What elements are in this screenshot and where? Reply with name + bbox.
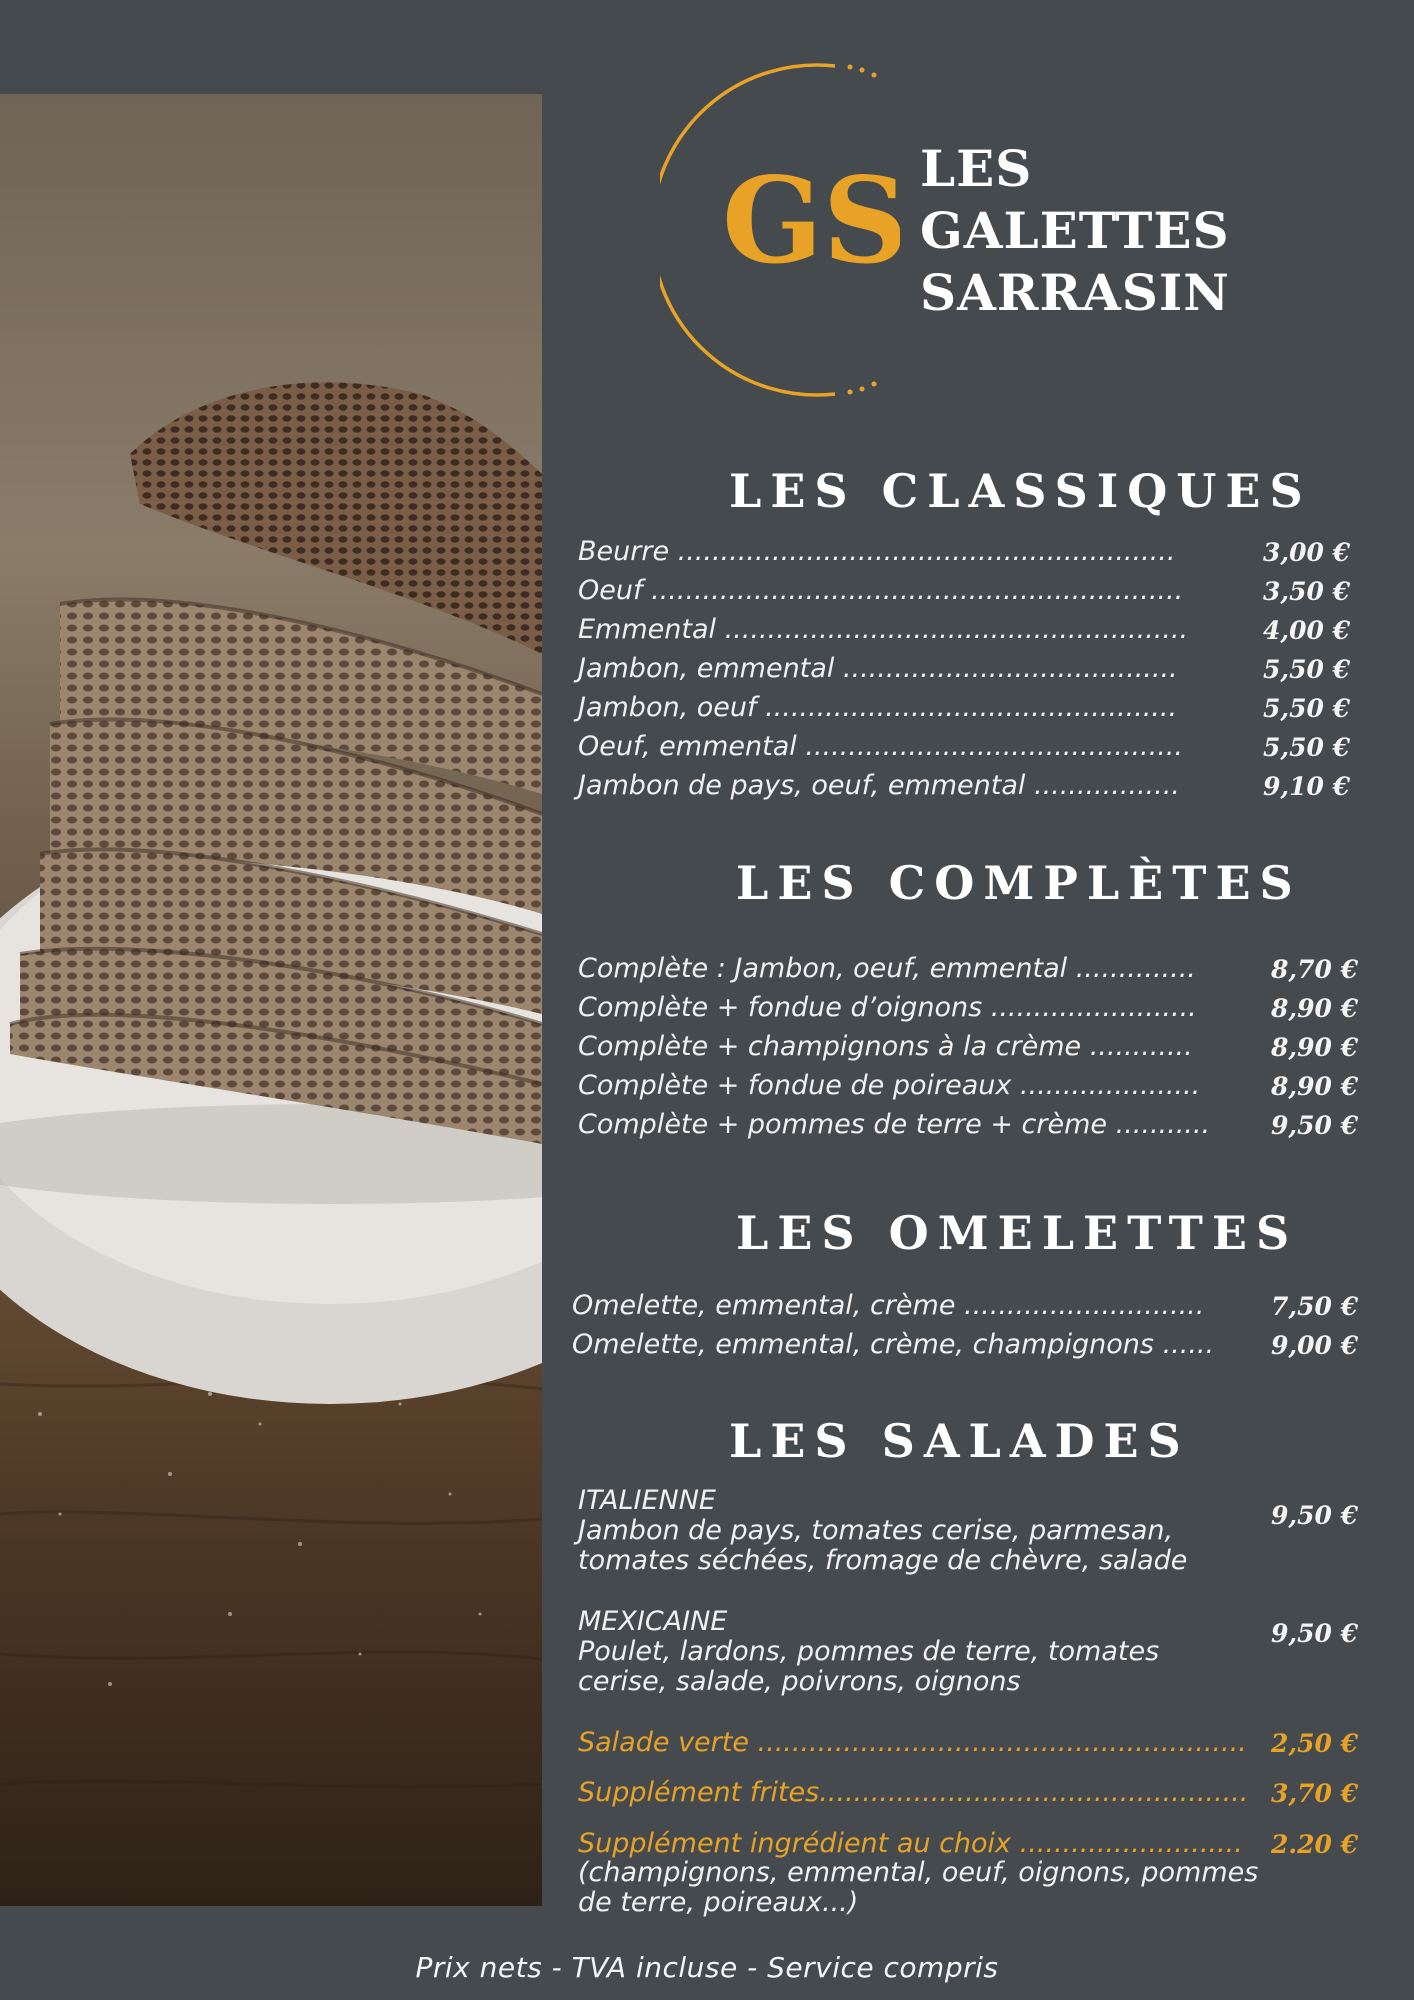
svg-text:GS: GS: [722, 151, 900, 290]
menu-item-price: 9,10 €: [1263, 772, 1350, 801]
menu-item-price: 3,50 €: [1263, 577, 1350, 606]
menu-item-label: Oeuf, emmental ............................................: [578, 731, 1183, 762]
menu-item-label: Oeuf ..............................................................: [578, 575, 1184, 606]
menu-item-price: 9,00 €: [1271, 1331, 1358, 1360]
menu-item-price: 4,00 €: [1263, 616, 1350, 645]
salad-description: tomates séchées, fromage de chèvre, salade: [578, 1545, 1188, 1576]
brand-title-line-2: GALETTES: [920, 201, 1230, 260]
salad-mexicaine: [578, 1607, 1159, 1697]
brand-title: [920, 138, 1230, 324]
menu-item-price: 5,50 €: [1263, 655, 1350, 684]
menu-item-price: 9,50 €: [1271, 1619, 1358, 1648]
menu-item-label: Omelette, emmental, crème, champignons ......: [572, 1329, 1215, 1360]
menu-item-label: Jambon, emmental .......................................: [578, 653, 1178, 684]
extra-item-price: 3,70 €: [1271, 1779, 1358, 1808]
salad-description: Jambon de pays, tomates cerise, parmesan,: [578, 1515, 1174, 1546]
menu-item-price: 8,70 €: [1271, 955, 1358, 984]
menu-item-price: 8,90 €: [1271, 1072, 1358, 1101]
menu-item-price: 5,50 €: [1263, 694, 1350, 723]
extra-item-label: Salade verte .........................................................: [578, 1727, 1247, 1758]
menu-item-price: 7,50 €: [1271, 1292, 1358, 1321]
menu-item-label: Complète : Jambon, oeuf, emmental ..............: [578, 953, 1196, 984]
footer-note: Prix nets - TVA incluse - Service compris: [415, 1951, 999, 1984]
section-title-salades: LES SALADES: [729, 1414, 1190, 1468]
salad-name: MEXICAINE: [578, 1606, 728, 1637]
menu-item-price: 5,50 €: [1263, 733, 1350, 762]
menu-item-price: 9,50 €: [1271, 1501, 1358, 1530]
brand-title-line-3: SARRASIN: [920, 263, 1231, 322]
menu-item-label: Complète + fondue de poireaux .....................: [578, 1070, 1201, 1101]
menu-item-label: Complète + champignons à la crème ............: [578, 1031, 1193, 1062]
salad-name: ITALIENNE: [578, 1485, 716, 1516]
menu-item-price: 9,50 €: [1271, 1111, 1358, 1140]
menu-item-label: Emmental ......................................................: [578, 614, 1189, 645]
section-title-completes: LES COMPLÈTES: [736, 856, 1302, 910]
menu-item-label: Complète + pommes de terre + crème ...........: [578, 1109, 1211, 1140]
salad-italienne: [578, 1486, 1187, 1576]
section-title-classiques: LES CLASSIQUES: [729, 464, 1312, 518]
menu-item-label: Omelette, emmental, crème ............................: [572, 1290, 1205, 1321]
menu-item-label: Complète + fondue d’oignons ........................: [578, 992, 1197, 1023]
extra-item-label: Supplément frites..................................................: [578, 1777, 1249, 1808]
brand-title-line-1: LES: [920, 139, 1033, 198]
menu-item-label: Jambon, oeuf ................................................: [578, 692, 1178, 723]
section-title-omelettes: LES OMELETTES: [736, 1206, 1299, 1260]
salad-description: Poulet, lardons, pommes de terre, tomates: [578, 1636, 1160, 1667]
menu-item-price: 8,90 €: [1271, 1033, 1358, 1062]
brand-logo: [660, 62, 900, 402]
extra-item-label: Supplément ingrédient au choix ..........................: [578, 1828, 1243, 1859]
extra-note-line: de terre, poireaux...): [578, 1887, 859, 1918]
menu-item-label: Jambon de pays, oeuf, emmental .................: [578, 770, 1180, 801]
extra-item-price: 2.20 €: [1271, 1830, 1358, 1859]
menu-item-price: 8,90 €: [1271, 994, 1358, 1023]
menu-item-price: 3,00 €: [1263, 538, 1350, 567]
extra-note-line: (champignons, emmental, oeuf, oignons, pommes: [578, 1857, 1259, 1888]
extra-item-price: 2,50 €: [1271, 1729, 1358, 1758]
galettes-photo: [0, 94, 542, 1906]
menu-item-label: Beurre ..........................................................: [578, 536, 1176, 567]
salad-description: cerise, salade, poivrons, oignons: [578, 1666, 1021, 1697]
extra-item-note: [578, 1858, 1258, 1918]
